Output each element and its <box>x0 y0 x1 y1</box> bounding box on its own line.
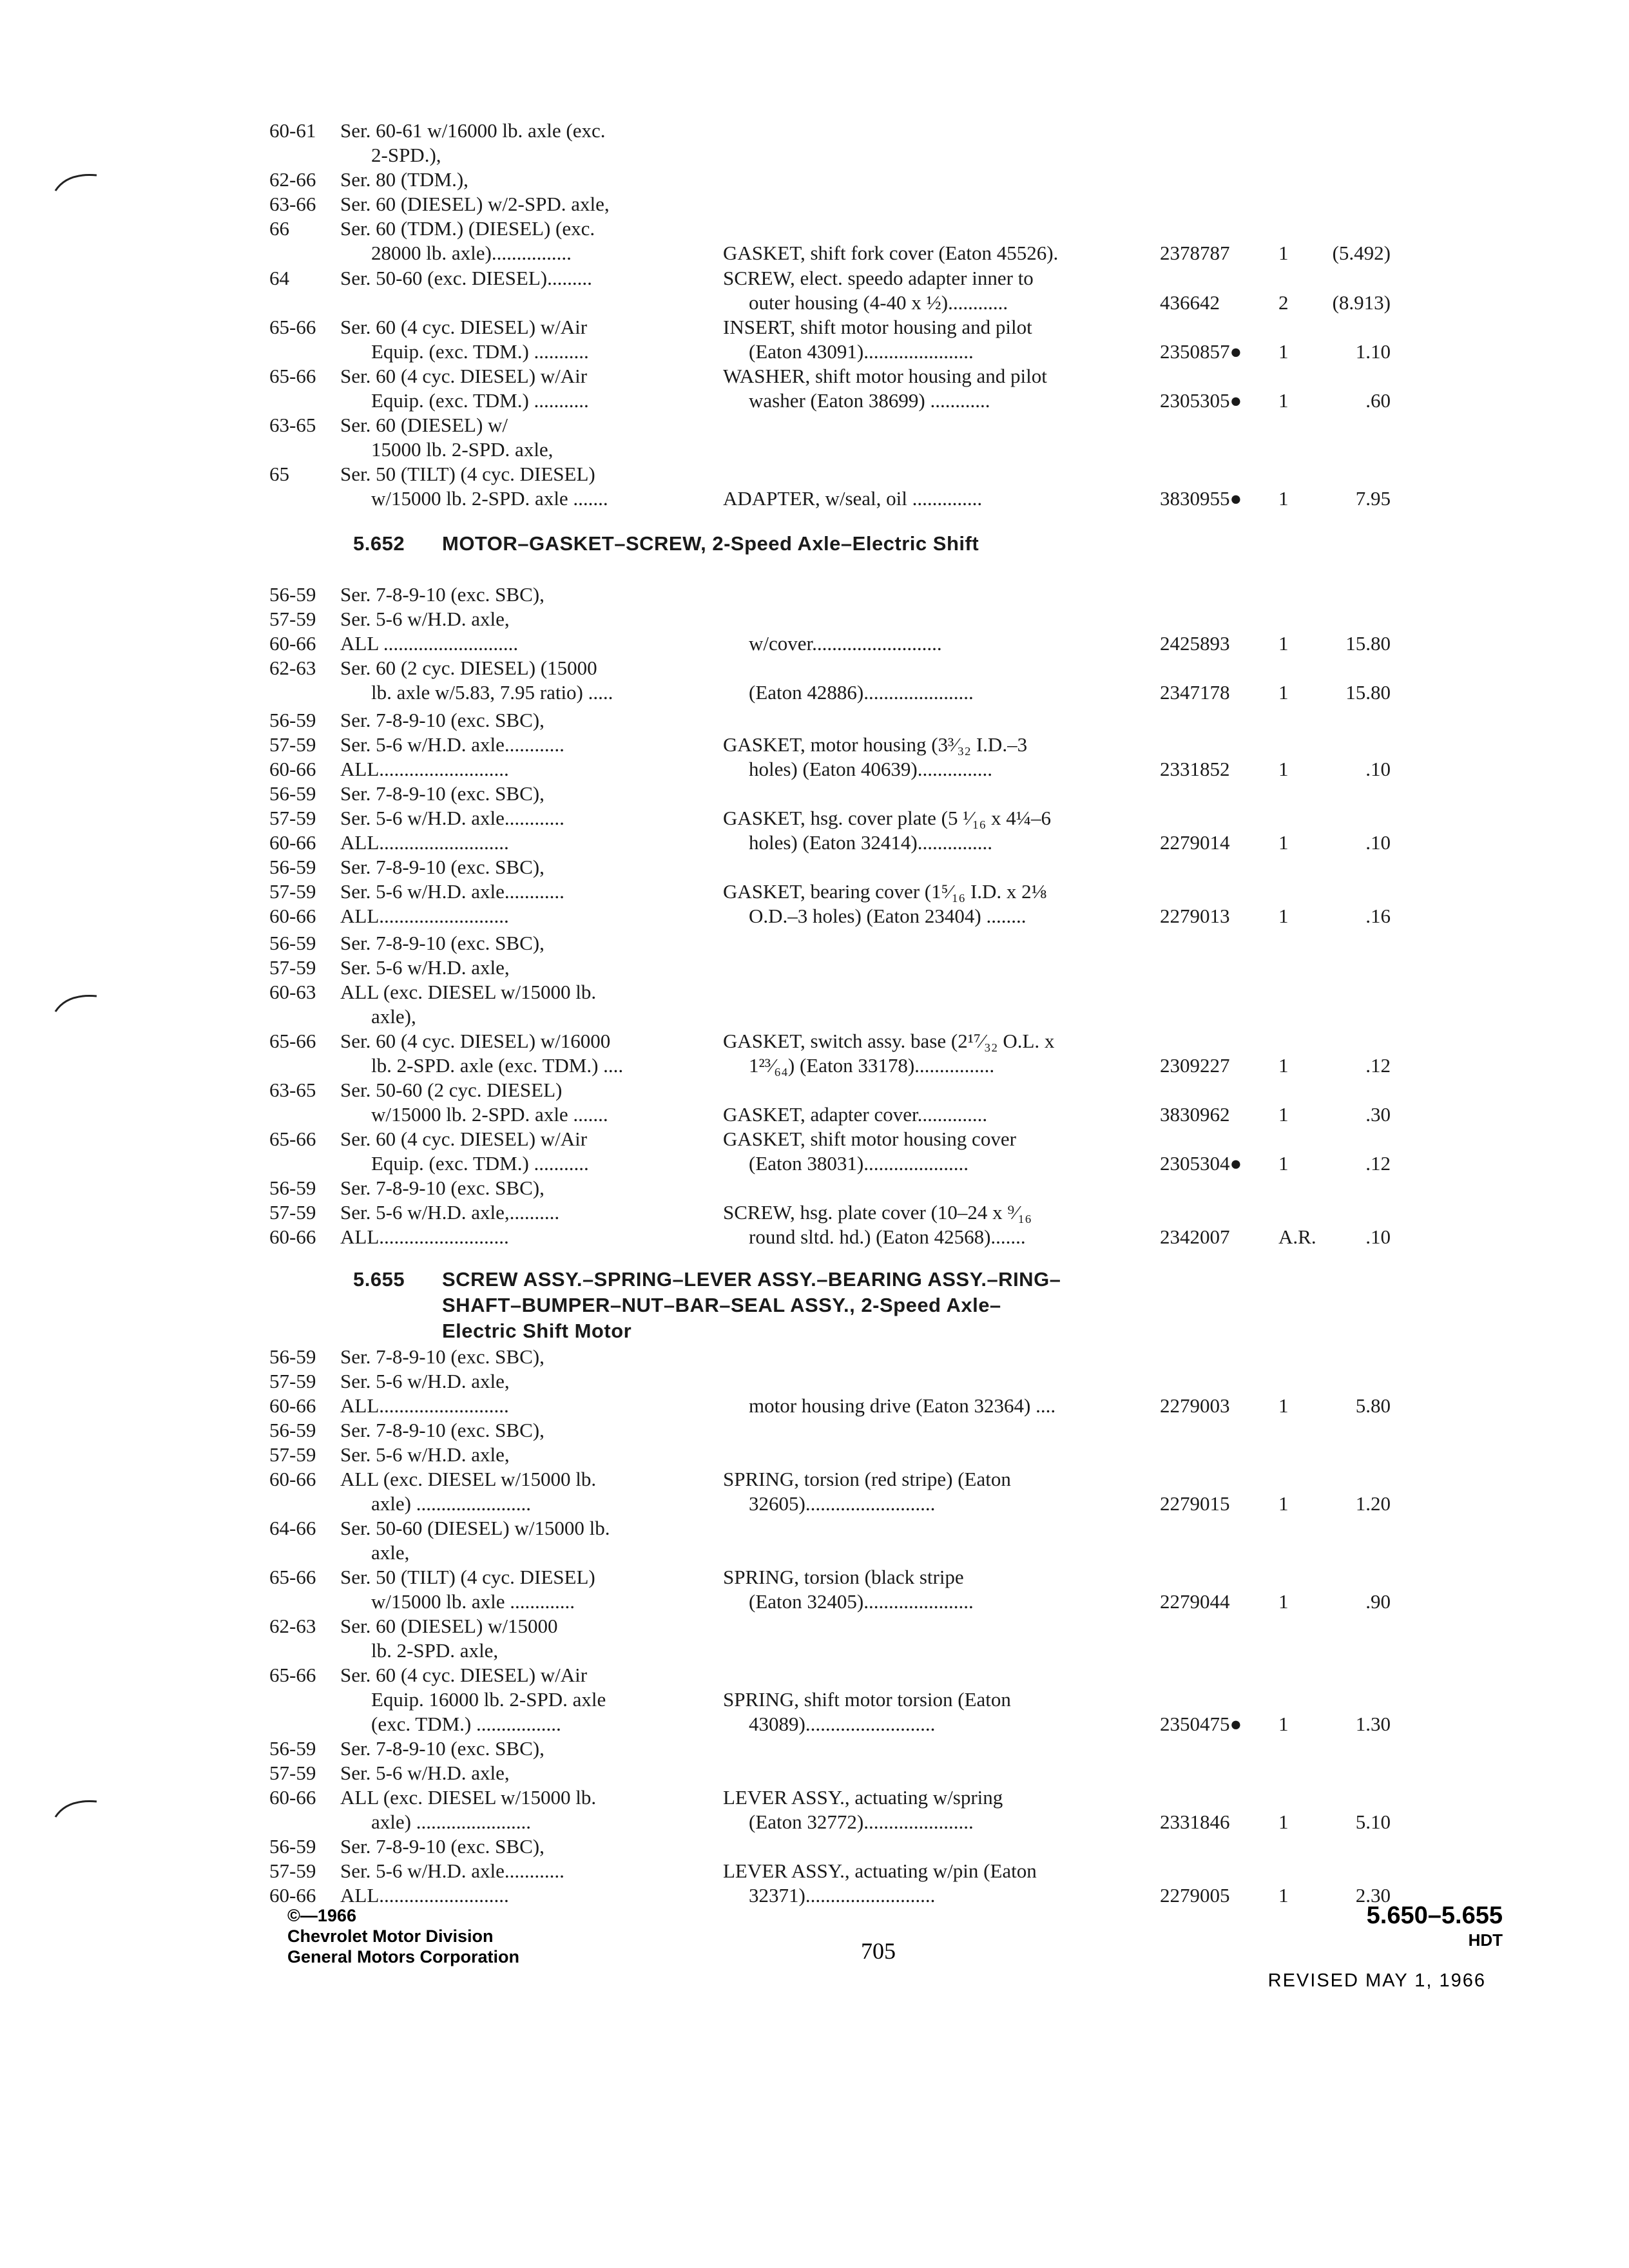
model-years: 57-59 <box>269 807 316 829</box>
section-heading: MOTOR–GASKET–SCREW, 2-Speed Axle–Electric Shift <box>442 532 979 555</box>
model-years: 65-66 <box>269 1664 316 1686</box>
part-description: w/cover.......................... <box>749 632 942 655</box>
part-description: motor housing drive (Eaton 32364) .... <box>749 1394 1056 1417</box>
model-years: 57-59 <box>269 1762 316 1784</box>
part-description: GASKET, hsg. cover plate (5 ¹⁄₁₆ x 4¼–6 <box>723 807 1052 829</box>
model-years: 62-66 <box>269 168 316 191</box>
part-number: 2305304● <box>1160 1152 1242 1175</box>
model-years: 63-65 <box>269 1079 316 1101</box>
part-description: LEVER ASSY., actuating w/spring <box>723 1786 1003 1809</box>
part-description: GASKET, adapter cover.............. <box>723 1103 988 1126</box>
part-description: SPRING, torsion (black stripe <box>723 1566 964 1588</box>
model-years: 60-66 <box>269 1884 316 1907</box>
quantity: 1 <box>1278 1713 1289 1735</box>
price: .16 <box>1365 905 1391 927</box>
punch-mark <box>53 990 99 1015</box>
price: .90 <box>1365 1590 1391 1613</box>
price: 15.80 <box>1345 681 1391 704</box>
part-number: 2279015 <box>1160 1492 1230 1515</box>
application: Ser. 80 (TDM.), <box>340 168 468 191</box>
application: Ser. 5-6 w/H.D. axle, <box>340 956 510 979</box>
model-years: 57-59 <box>269 1201 316 1224</box>
application: axle) ....................... <box>371 1492 531 1515</box>
application: Ser. 60 (DIESEL) w/2-SPD. axle, <box>340 193 610 215</box>
model-years: 57-59 <box>269 880 316 903</box>
model-years: 65-66 <box>269 1030 316 1052</box>
quantity: 1 <box>1278 340 1289 363</box>
copyright: ©—1966 <box>287 1906 356 1925</box>
model-years: 60-66 <box>269 905 316 927</box>
quantity: 1 <box>1278 1394 1289 1417</box>
price: (5.492) <box>1332 242 1391 264</box>
part-number: 2350857● <box>1160 340 1242 363</box>
application: Ser. 5-6 w/H.D. axle, <box>340 1370 510 1392</box>
section-heading: SHAFT–BUMPER–NUT–BAR–SEAL ASSY., 2-Speed Axle– <box>442 1294 1001 1316</box>
part-number: 2279003 <box>1160 1394 1230 1417</box>
application: ALL.......................... <box>340 1884 509 1907</box>
model-years: 60-66 <box>269 758 316 780</box>
application: Ser. 60 (DIESEL) w/ <box>340 414 508 436</box>
model-years: 56-59 <box>269 709 316 731</box>
application: (exc. TDM.) ................. <box>371 1713 561 1735</box>
price: .10 <box>1365 758 1391 780</box>
price: .10 <box>1365 831 1391 854</box>
application: Ser. 50-60 (exc. DIESEL)......... <box>340 267 592 289</box>
part-number: 436642 <box>1160 291 1220 314</box>
application: w/15000 lb. 2-SPD. axle ....... <box>371 487 608 510</box>
application: Ser. 5-6 w/H.D. axle,.......... <box>340 1201 560 1224</box>
part-number: 3830962 <box>1160 1103 1230 1126</box>
price: .12 <box>1365 1054 1391 1077</box>
part-description: outer housing (4-40 x ½)............ <box>749 291 1008 314</box>
price: 1.10 <box>1355 340 1391 363</box>
price: .30 <box>1365 1103 1391 1126</box>
part-description: 32605).......................... <box>749 1492 936 1515</box>
quantity: 1 <box>1278 632 1289 655</box>
part-number: 2279044 <box>1160 1590 1230 1613</box>
price: 5.10 <box>1355 1811 1391 1833</box>
quantity: 1 <box>1278 1152 1289 1175</box>
model-years: 57-59 <box>269 1370 316 1392</box>
quantity: 1 <box>1278 1492 1289 1515</box>
application: axle), <box>371 1005 416 1028</box>
application: Ser. 5-6 w/H.D. axle, <box>340 1443 510 1466</box>
application: Ser. 50 (TILT) (4 cyc. DIESEL) <box>340 1566 595 1588</box>
section-heading: Electric Shift Motor <box>442 1320 632 1342</box>
quantity: 1 <box>1278 242 1289 264</box>
part-description: SCREW, hsg. plate cover (10–24 x ⁹⁄₁₆ <box>723 1201 1032 1224</box>
model-years: 65-66 <box>269 316 316 338</box>
part-number: 2347178 <box>1160 681 1230 704</box>
application: Ser. 7-8-9-10 (exc. SBC), <box>340 1737 545 1760</box>
application: Ser. 7-8-9-10 (exc. SBC), <box>340 1177 545 1199</box>
model-years: 57-59 <box>269 608 316 630</box>
model-years: 62-63 <box>269 1615 316 1637</box>
model-years: 56-59 <box>269 782 316 805</box>
part-description: LEVER ASSY., actuating w/pin (Eaton <box>723 1860 1037 1882</box>
corporation-name: General Motors Corporation <box>287 1947 520 1966</box>
part-description: GASKET, bearing cover (1⁵⁄₁₆ I.D. x 2⅛ <box>723 880 1046 903</box>
application: Ser. 7-8-9-10 (exc. SBC), <box>340 583 545 606</box>
part-description: SCREW, elect. speedo adapter inner to <box>723 267 1034 289</box>
part-description: 1²³⁄₆₄) (Eaton 33178)................ <box>749 1054 995 1077</box>
part-number: 2309227 <box>1160 1054 1230 1077</box>
model-years: 65 <box>269 463 289 485</box>
section-number: 5.655 <box>353 1268 405 1291</box>
application: Ser. 7-8-9-10 (exc. SBC), <box>340 1419 545 1441</box>
division-name: Chevrolet Motor Division <box>287 1927 494 1946</box>
application: Equip. (exc. TDM.) ........... <box>371 1152 589 1175</box>
application: Ser. 7-8-9-10 (exc. SBC), <box>340 932 545 954</box>
part-description: (Eaton 38031)..................... <box>749 1152 969 1175</box>
quantity: 1 <box>1278 831 1289 854</box>
quantity: 1 <box>1278 1054 1289 1077</box>
price: 15.80 <box>1345 632 1391 655</box>
model-years: 66 <box>269 217 289 240</box>
application: Ser. 50-60 (2 cyc. DIESEL) <box>340 1079 563 1101</box>
quantity: 1 <box>1278 905 1289 927</box>
model-years: 56-59 <box>269 583 316 606</box>
price: 1.30 <box>1355 1713 1391 1735</box>
price: .60 <box>1365 389 1391 412</box>
punch-mark <box>53 1795 99 1821</box>
application: Ser. 5-6 w/H.D. axle............ <box>340 1860 564 1882</box>
application: ALL.......................... <box>340 905 509 927</box>
application: Ser. 50 (TILT) (4 cyc. DIESEL) <box>340 463 595 485</box>
application: w/15000 lb. axle ............. <box>371 1590 575 1613</box>
model-years: 56-59 <box>269 1737 316 1760</box>
quantity: 1 <box>1278 1103 1289 1126</box>
model-years: 60-66 <box>269 1468 316 1490</box>
application: ALL (exc. DIESEL w/15000 lb. <box>340 1468 597 1490</box>
part-description: washer (Eaton 38699) ............ <box>749 389 990 412</box>
price: 5.80 <box>1355 1394 1391 1417</box>
application: ALL (exc. DIESEL w/15000 lb. <box>340 981 597 1003</box>
application: Ser. 7-8-9-10 (exc. SBC), <box>340 782 545 805</box>
application: Equip. (exc. TDM.) ........... <box>371 340 589 363</box>
model-years: 65-66 <box>269 1128 316 1150</box>
section-code: HDT <box>1468 1930 1503 1950</box>
model-years: 56-59 <box>269 1345 316 1368</box>
application: axle) ....................... <box>371 1811 531 1833</box>
model-years: 57-59 <box>269 1443 316 1466</box>
part-description: GASKET, shift motor housing cover <box>723 1128 1016 1150</box>
part-description: SPRING, shift motor torsion (Eaton <box>723 1688 1011 1711</box>
part-description: (Eaton 43091)...................... <box>749 340 974 363</box>
part-number: 2331852 <box>1160 758 1230 780</box>
application: lb. axle w/5.83, 7.95 ratio) ..... <box>371 681 613 704</box>
model-years: 56-59 <box>269 856 316 878</box>
application: 28000 lb. axle)................ <box>371 242 572 264</box>
application: ALL.......................... <box>340 758 509 780</box>
price: .10 <box>1365 1225 1391 1248</box>
application: Equip. (exc. TDM.) ........... <box>371 389 589 412</box>
model-years: 56-59 <box>269 1419 316 1441</box>
application: ALL.......................... <box>340 1225 509 1248</box>
model-years: 60-66 <box>269 1786 316 1809</box>
model-years: 62-63 <box>269 657 316 679</box>
quantity: A.R. <box>1278 1225 1316 1248</box>
part-description: (Eaton 42886)...................... <box>749 681 974 704</box>
model-years: 64-66 <box>269 1517 316 1539</box>
part-description: ADAPTER, w/seal, oil .............. <box>723 487 983 510</box>
application: ALL ........................... <box>340 632 519 655</box>
application: Ser. 7-8-9-10 (exc. SBC), <box>340 709 545 731</box>
application: Ser. 5-6 w/H.D. axle............ <box>340 807 564 829</box>
application: lb. 2-SPD. axle (exc. TDM.) .... <box>371 1054 624 1077</box>
price: .12 <box>1365 1152 1391 1175</box>
model-years: 65-66 <box>269 1566 316 1588</box>
application: Ser. 60 (4 cyc. DIESEL) w/Air <box>340 365 588 387</box>
part-number: 2305305● <box>1160 389 1242 412</box>
model-years: 63-65 <box>269 414 316 436</box>
application: axle, <box>371 1541 410 1564</box>
application: Ser. 60 (4 cyc. DIESEL) w/Air <box>340 1664 588 1686</box>
model-years: 65-66 <box>269 365 316 387</box>
application: ALL.......................... <box>340 1394 509 1417</box>
part-description: GASKET, shift fork cover (Eaton 45526). <box>723 242 1059 264</box>
section-heading: SCREW ASSY.–SPRING–LEVER ASSY.–BEARING ASSY.–RING– <box>442 1268 1061 1291</box>
part-description: holes) (Eaton 32414)............... <box>749 831 992 854</box>
part-number: 2279014 <box>1160 831 1230 854</box>
application: ALL (exc. DIESEL w/15000 lb. <box>340 1786 597 1809</box>
part-number: 2350475● <box>1160 1713 1242 1735</box>
model-years: 60-66 <box>269 831 316 854</box>
model-years: 60-66 <box>269 1394 316 1417</box>
section-number: 5.652 <box>353 532 405 555</box>
part-description: GASKET, switch assy. base (2¹⁷⁄₃₂ O.L. x <box>723 1030 1055 1052</box>
model-years: 57-59 <box>269 733 316 756</box>
model-years: 60-66 <box>269 1225 316 1248</box>
part-number: 2331846 <box>1160 1811 1230 1833</box>
part-number: 2279005 <box>1160 1884 1230 1907</box>
application: Ser. 60 (4 cyc. DIESEL) w/Air <box>340 316 588 338</box>
model-years: 56-59 <box>269 1177 316 1199</box>
quantity: 1 <box>1278 487 1289 510</box>
application: Ser. 60-61 w/16000 lb. axle (exc. <box>340 119 606 142</box>
quantity: 2 <box>1278 291 1289 314</box>
page-number: 705 <box>861 1938 896 1964</box>
application: Ser. 7-8-9-10 (exc. SBC), <box>340 856 545 878</box>
model-years: 60-66 <box>269 632 316 655</box>
part-description: SPRING, torsion (red stripe) (Eaton <box>723 1468 1011 1490</box>
price: 2.30 <box>1355 1884 1391 1907</box>
part-description: WASHER, shift motor housing and pilot <box>723 365 1047 387</box>
application: 2-SPD.), <box>371 144 441 166</box>
model-years: 57-59 <box>269 1860 316 1882</box>
quantity: 1 <box>1278 1590 1289 1613</box>
part-description: holes) (Eaton 40639)............... <box>749 758 992 780</box>
quantity: 1 <box>1278 1884 1289 1907</box>
application: Ser. 5-6 w/H.D. axle, <box>340 608 510 630</box>
price: 7.95 <box>1355 487 1391 510</box>
application: Ser. 60 (TDM.) (DIESEL) (exc. <box>340 217 595 240</box>
application: Ser. 60 (4 cyc. DIESEL) w/Air <box>340 1128 588 1150</box>
model-years: 64 <box>269 267 289 289</box>
application: 15000 lb. 2-SPD. axle, <box>371 438 554 461</box>
application: Ser. 50-60 (DIESEL) w/15000 lb. <box>340 1517 610 1539</box>
application: Equip. 16000 lb. 2-SPD. axle <box>371 1688 606 1711</box>
application: Ser. 5-6 w/H.D. axle, <box>340 1762 510 1784</box>
part-description: INSERT, shift motor housing and pilot <box>723 316 1032 338</box>
quantity: 1 <box>1278 681 1289 704</box>
application: Ser. 60 (2 cyc. DIESEL) (15000 <box>340 657 597 679</box>
model-years: 56-59 <box>269 932 316 954</box>
part-description: 32371).......................... <box>749 1884 936 1907</box>
part-number: 2425893 <box>1160 632 1230 655</box>
model-years: 60-63 <box>269 981 316 1003</box>
part-description: GASKET, motor housing (3³⁄₃₂ I.D.–3 <box>723 733 1028 756</box>
price: 1.20 <box>1355 1492 1391 1515</box>
part-number: 3830955● <box>1160 487 1242 510</box>
quantity: 1 <box>1278 1811 1289 1833</box>
application: w/15000 lb. 2-SPD. axle ....... <box>371 1103 608 1126</box>
model-years: 63-66 <box>269 193 316 215</box>
application: Ser. 60 (4 cyc. DIESEL) w/16000 <box>340 1030 611 1052</box>
application: Ser. 5-6 w/H.D. axle............ <box>340 880 564 903</box>
part-description: (Eaton 32772)...................... <box>749 1811 974 1833</box>
model-years: 56-59 <box>269 1835 316 1858</box>
application: Ser. 7-8-9-10 (exc. SBC), <box>340 1345 545 1368</box>
section-range: 5.650–5.655 <box>1366 1902 1503 1929</box>
price: (8.913) <box>1332 291 1391 314</box>
application: lb. 2-SPD. axle, <box>371 1639 499 1662</box>
part-description: 43089).......................... <box>749 1713 936 1735</box>
quantity: 1 <box>1278 758 1289 780</box>
application: Ser. 7-8-9-10 (exc. SBC), <box>340 1835 545 1858</box>
application: Ser. 5-6 w/H.D. axle............ <box>340 733 564 756</box>
part-number: 2279013 <box>1160 905 1230 927</box>
application: ALL.......................... <box>340 831 509 854</box>
model-years: 57-59 <box>269 956 316 979</box>
part-description: O.D.–3 holes) (Eaton 23404) ........ <box>749 905 1027 927</box>
part-number: 2378787 <box>1160 242 1230 264</box>
model-years: 60-61 <box>269 119 316 142</box>
punch-mark <box>53 169 99 195</box>
revised-date: REVISED MAY 1, 1966 <box>1268 1970 1486 1991</box>
application: Ser. 60 (DIESEL) w/15000 <box>340 1615 558 1637</box>
part-description: (Eaton 32405)...................... <box>749 1590 974 1613</box>
part-description: round sltd. hd.) (Eaton 42568)....... <box>749 1225 1026 1248</box>
part-number: 2342007 <box>1160 1225 1230 1248</box>
quantity: 1 <box>1278 389 1289 412</box>
